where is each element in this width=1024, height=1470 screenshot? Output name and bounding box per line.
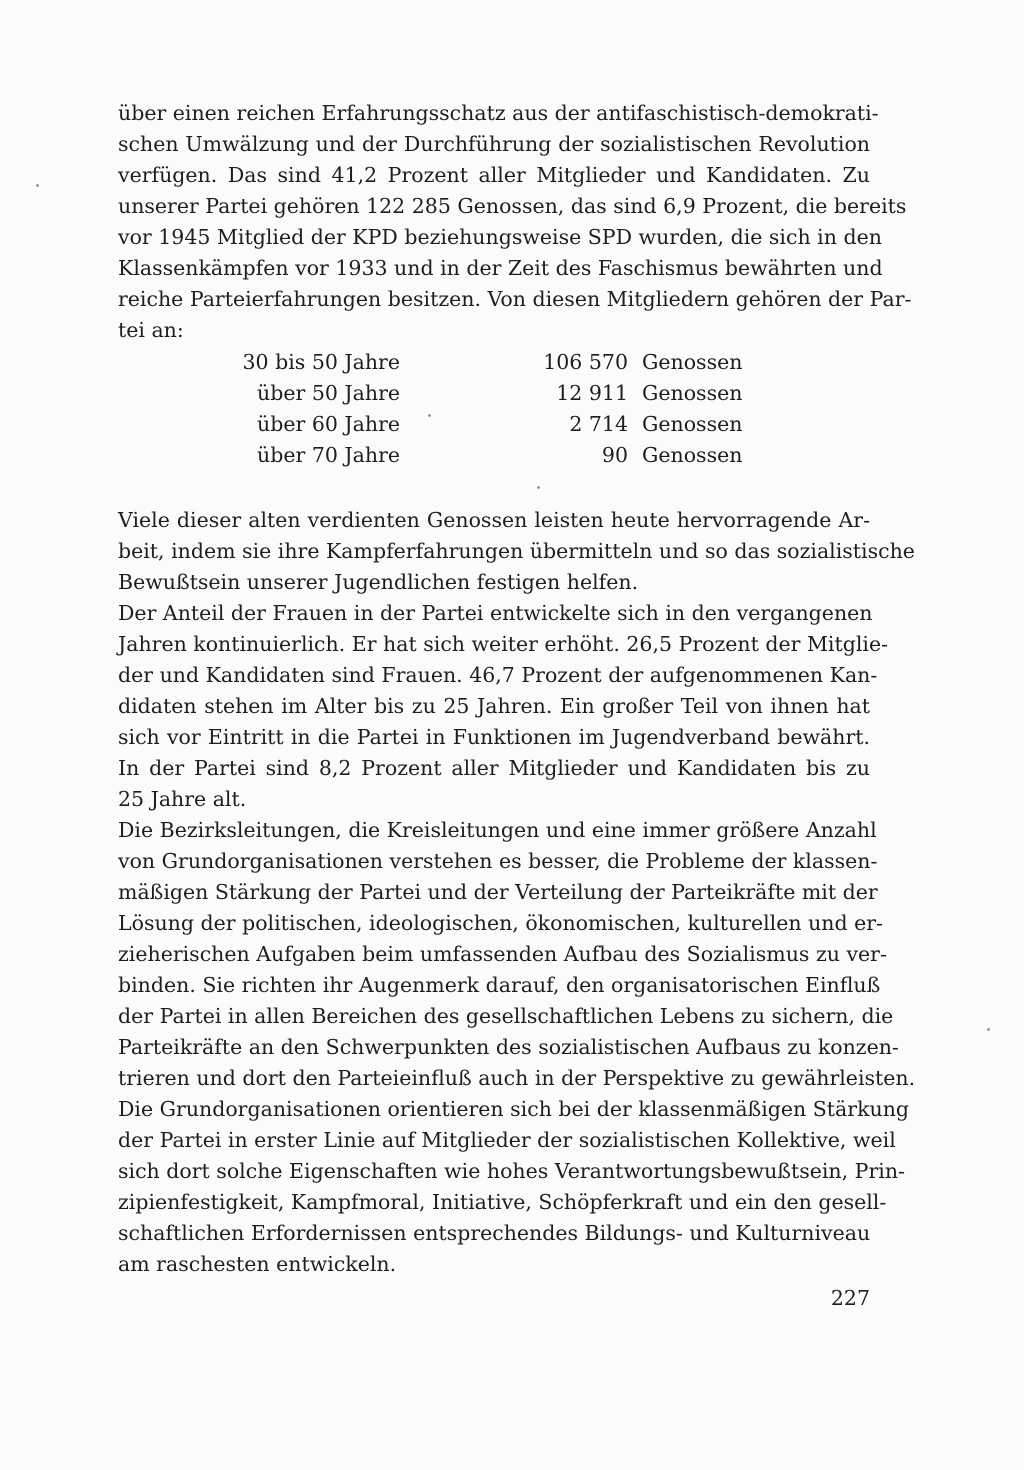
text-line: Der Anteil der Frauen in der Partei entwickelte sich in den vergangenen [118,601,873,625]
body-text [118,505,916,1280]
text-line: vor 1945 Mitglied der KPD beziehungsweise SPD wurden, die sich in den [118,225,882,249]
text-line: Jahren kontinuierlich. Er hat sich weiter erhöht. 26,5 Prozent der Mitglie- [118,632,889,656]
text-line: Die Bezirksleitungen, die Kreisleitungen und eine immer größere Anzahl [118,818,877,842]
text-line: In der Partei sind 8,2 Prozent aller Mitglieder und Kandidaten bis zu [118,756,870,780]
text-line: Klassenkämpfen vor 1933 und in der Zeit des Faschismus bewährten und [118,256,883,280]
count-unit: Genossen [642,381,743,405]
scan-speck [36,184,39,187]
text-line: binden. Sie richten ihr Augenmerk darauf, den organisatorischen Einfluß [118,973,881,997]
age-range: über 60 Jahre [257,412,400,436]
scan-speck [537,486,540,489]
text-line: Parteikräfte an den Schwerpunkten des sozialistischen Aufbaus zu konzen- [118,1035,899,1059]
text-line: schaftlichen Erfordernissen entsprechendes Bildungs- und Kulturniveau [118,1221,871,1245]
text-line: über einen reichen Erfahrungsschatz aus der antifaschistisch-demokrati- [118,101,879,125]
text-line: zieherischen Aufgaben beim umfassenden Aufbau des Sozialismus zu ver- [118,942,887,966]
text-line: Die Grundorganisationen orientieren sich bei der klassenmäßigen Stärkung [118,1097,910,1121]
age-range: 30 bis 50 Jahre [242,350,400,374]
text-line: sich dort solche Eigenschaften wie hohes Verantwortungsbewußtsein, Prin- [118,1159,905,1183]
age-distribution-table [200,347,742,471]
text-line: der Partei in erster Linie auf Mitglieder der sozialistischen Kollektive, weil [118,1128,896,1152]
text-line: der und Kandidaten sind Frauen. 46,7 Prozent der aufgenommenen Kan- [118,663,878,687]
text-line: mäßigen Stärkung der Partei und der Verteilung der Parteikräfte mit der [118,880,878,904]
age-range: über 50 Jahre [257,381,400,405]
table-row [200,378,742,409]
text-line: Bewußtsein unserer Jugendlichen festigen helfen. [118,570,639,594]
paragraph-4 [118,815,916,1280]
text-line: schen Umwälzung und der Durchführung der sozialistischen Revolution [118,132,870,156]
text-line: didaten stehen im Alter bis zu 25 Jahren. Ein großer Teil von ihnen hat [118,694,870,718]
text-line: Lösung der politischen, ideologischen, ökonomischen, kulturellen und er- [118,911,883,935]
text-line: beit, indem sie ihre Kampferfahrungen übermitteln und so das sozialistische [118,539,915,563]
text-line: der Partei in allen Bereichen des gesellschaftlichen Lebens zu sichern, die [118,1004,894,1028]
member-count: 2 714 [569,412,628,436]
member-count: 90 [601,443,628,467]
text-line: von Grundorganisationen verstehen es besser, die Probleme der klassen- [118,849,878,873]
table-row [200,440,742,471]
text-line: reiche Parteierfahrungen besitzen. Von diesen Mitgliedern gehören der Par- [118,287,912,311]
text-line: trieren und dort den Parteieinfluß auch in der Perspektive zu gewährleisten. [118,1066,916,1090]
text-line: tei an: [118,318,184,342]
text-line: verfügen. Das sind 41,2 Prozent aller Mitglieder und Kandidaten. Zu [118,163,870,187]
count-unit: Genossen [642,443,743,467]
paragraph-1 [118,98,912,346]
age-range: über 70 Jahre [257,443,400,467]
page-number: 227 [830,1286,870,1310]
text-line: unserer Partei gehören 122 285 Genossen, das sind 6,9 Prozent, die bereits [118,194,907,218]
text-line: Viele dieser alten verdienten Genossen leisten heute hervorragende Ar- [118,508,870,532]
member-count: 106 570 [543,350,628,374]
text-line: sich vor Eintritt in die Partei in Funktionen im Jugendverband bewährt. [118,725,870,749]
count-unit: Genossen [642,350,743,374]
scan-speck [428,414,431,417]
text-line: zipienfestigkeit, Kampfmoral, Initiative, Schöpferkraft und ein den gesell- [118,1190,887,1214]
paragraph-2 [118,505,915,598]
table-row [200,347,742,378]
text-line: 25 Jahre alt. [118,787,247,811]
text-line: am raschesten entwickeln. [118,1252,397,1276]
count-unit: Genossen [642,412,743,436]
scan-speck [987,1028,990,1031]
table-row [200,409,742,440]
member-count: 12 911 [556,381,628,405]
paragraph-3 [118,598,889,815]
